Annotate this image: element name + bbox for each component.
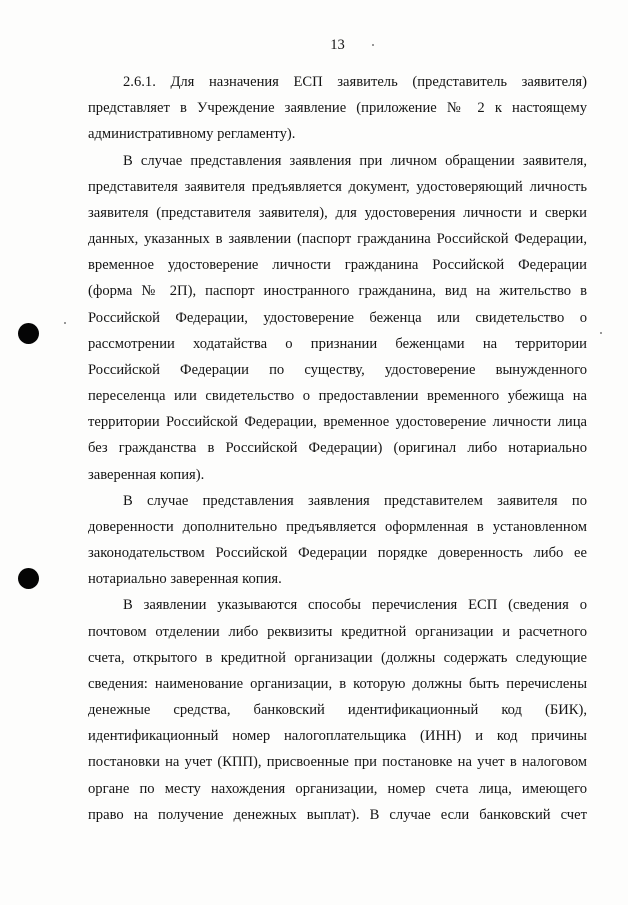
scan-speck bbox=[64, 322, 66, 324]
text-line: органе по месту нахождения организации, номер счета лица, имеющего bbox=[88, 780, 587, 797]
text-line: право на получение денежных выплат). В случае если банковский счет bbox=[88, 806, 587, 823]
text-line: постановки на учет (КПП), присвоенные при постановке на учет в налоговом bbox=[88, 754, 587, 771]
text-line: (форма № 2П), паспорт иностранного гражданина, вид на жительство в bbox=[88, 283, 587, 300]
paragraph bbox=[88, 488, 587, 593]
paragraph bbox=[88, 148, 587, 488]
document-body bbox=[88, 69, 587, 828]
paragraph bbox=[88, 592, 587, 828]
text-line: территории Российской Федерации, временное удостоверение личности лица bbox=[88, 414, 587, 431]
text-line: В заявлении указываются способы перечисления ЕСП (сведения о bbox=[123, 597, 587, 614]
text-line: идентификационный номер налогоплательщика (ИНН) и код причины bbox=[88, 728, 587, 745]
text-line: Российской Федерации по существу, удостоверение вынужденного bbox=[88, 361, 587, 378]
text-line: временное удостоверение личности гражданина Российской Федерации bbox=[88, 257, 587, 274]
text-line: заверенная копия). bbox=[88, 466, 205, 483]
scan-speck bbox=[600, 332, 602, 334]
text-line: заявителя (представителя заявителя), для удостоверения личности и сверки bbox=[88, 204, 587, 221]
text-line: Российской Федерации, удостоверение беженца или свидетельство о bbox=[88, 309, 587, 326]
text-line: рассмотрении ходатайства о признании беженцами на территории bbox=[88, 335, 587, 352]
text-line: без гражданства в Российской Федерации) (оригинал либо нотариально bbox=[88, 440, 587, 457]
text-line: счета, открытого в кредитной организации (должны содержать следующие bbox=[88, 649, 587, 666]
text-line: денежные средства, банковский идентификационный код (БИК), bbox=[88, 702, 587, 719]
page-number: 13 bbox=[330, 37, 345, 53]
text-line: почтовом отделении либо реквизиты кредитной организации и расчетного bbox=[88, 623, 587, 640]
text-line: нотариально заверенная копия. bbox=[88, 571, 282, 588]
text-line: данных, указанных в заявлении (паспорт гражданина Российской Федерации, bbox=[88, 231, 587, 248]
text-line: представителя заявителя предъявляется документ, удостоверяющий личность bbox=[88, 178, 587, 195]
punch-hole-lower bbox=[18, 568, 39, 589]
paragraph bbox=[88, 69, 587, 148]
text-line: законодательством Российской Федерации порядке доверенность либо ее bbox=[88, 545, 587, 562]
text-line: переселенца или свидетельство о предоставлении временного убежища на bbox=[88, 388, 587, 405]
text-line: представляет в Учреждение заявление (приложение № 2 к настоящему bbox=[88, 100, 587, 117]
text-line: доверенности дополнительно предъявляется оформленная в установленном bbox=[88, 518, 587, 535]
punch-hole-upper bbox=[18, 323, 39, 344]
text-line: сведения: наименование организации, в которую должны быть перечислены bbox=[88, 675, 587, 692]
text-line: 2.6.1. Для назначения ЕСП заявитель (представитель заявителя) bbox=[123, 74, 587, 90]
text-line: В случае представления заявления представителем заявителя по bbox=[123, 492, 587, 509]
text-line: административному регламенту). bbox=[88, 126, 296, 143]
text-line: В случае представления заявления при личном обращении заявителя, bbox=[123, 152, 587, 169]
